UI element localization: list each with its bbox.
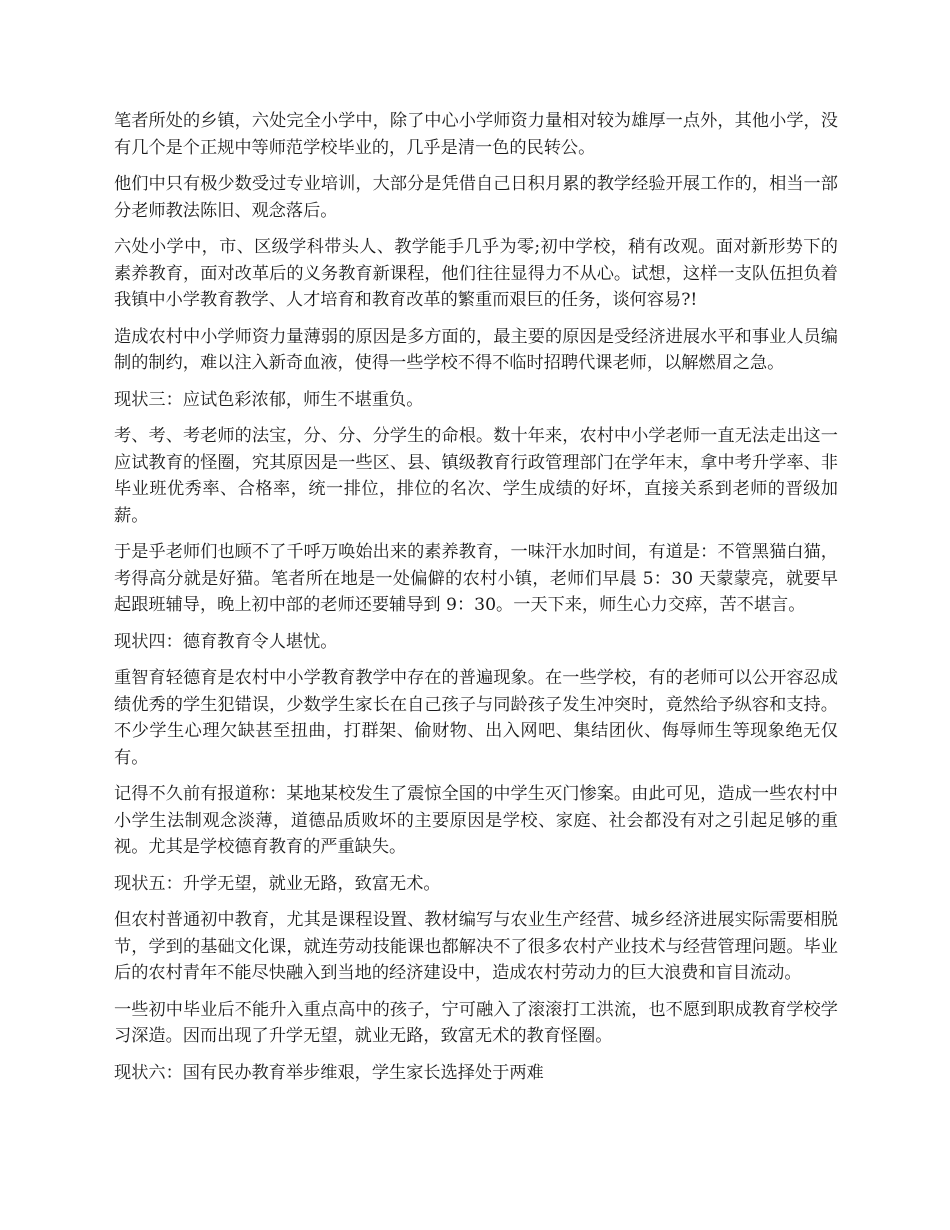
paragraph-training: 他们中只有极少数受过专业培训，大部分是凭借自己日积月累的教学经验开展工作的，相当一部分老师教法陈旧、观念落后。 (114, 174, 838, 221)
paragraph-long-hours: 于是乎老师们也顾不了千呼万唤始出来的素养教育，一味汗水加时间，有道是：不管黑猫白猫，考得高分就是好猫。笔者所在地是一处偏僻的农村小镇，老师们早晨 5：30 天蒙蒙亮，就要早起跟班辅导，晚上初中部的老师还要辅导到 9：30。一天下来，师生心力交瘁，苦不堪言。 (114, 542, 838, 615)
paragraph-news-report: 记得不久前有报道称：某地某校发生了震惊全国的中学生灭门惨案。由此可见，造成一些农村中小学生法制观念淡薄，道德品质败坏的主要原因是学校、家庭、社会都没有对之引起足够的重视。尤其是学校德育教育的严重缺失。 (114, 784, 838, 857)
paragraph-teacher-background: 笔者所处的乡镇，六处完全小学中，除了中心小学师资力量相对较为雄厚一点外，其他小学，没有几个是个正规中等师范学校毕业的，几乎是清一色的民转公。 (114, 111, 838, 158)
paragraph-moral-education: 重智育轻德育是农村中小学教育教学中存在的普遍现象。在一些学校，有的老师可以公开容忍成绩优秀的学生犯错误，少数学生家长在自己孩子与同龄孩子发生冲突时，竟然给予纵容和支持。不少学生心理欠缺甚至扭曲，打群架、偷财物、出入网吧、集结团伙、侮辱师生等现象绝无仅有。 (114, 668, 838, 768)
paragraph-subject-leaders: 六处小学中，市、区级学科带头人、教学能手几乎为零;初中学校，稍有改观。面对新形势下的素养教育，面对改革后的义务教育新课程，他们往往显得力不从心。试想，这样一支队伍担负着我镇中小学教育教学、人才培育和教育改革的繁重而艰巨的任务，谈何容易?! (114, 237, 838, 310)
section-heading-status-six: 现状六：国有民办教育举步维艰，学生家长选择处于两难 (114, 1062, 544, 1083)
document-body (114, 108, 838, 1096)
paragraph-curriculum-disconnect: 但农村普通初中教育，尤其是课程设置、教材编写与农业生产经营、城乡经济进展实际需要相脱节，学到的基础文化课，就连劳动技能课也都解决不了很多农村产业技术与经营管理问题。毕业后的农村青年不能尽快融入到当地的经济建设中，造成农村劳动力的巨大浪费和盲目流动。 (114, 910, 838, 983)
paragraph-exam-pressure: 考、考、考老师的法宝，分、分、分学生的命根。数十年来，农村中小学老师一直无法走出这一应试教育的怪圈，究其原因是一些区、县、镇级教育行政管理部门在学年末，拿中考升学率、非毕业班优秀率、合格率，统一排位，排位的名次、学生成绩的好坏，直接关系到老师的晋级加薪。 (114, 426, 838, 526)
section-heading-status-five: 现状五：升学无望，就业无路，致富无术。 (114, 873, 441, 894)
section-heading-status-four: 现状四：德育教育令人堪忧。 (114, 631, 338, 652)
paragraph-dropouts: 一些初中毕业后不能升入重点高中的孩子，宁可融入了滚滚打工洪流，也不愿到职成教育学校学习深造。因而出现了升学无望，就业无路，致富无术的教育怪圈。 (114, 999, 838, 1046)
section-heading-status-three: 现状三：应试色彩浓郁，师生不堪重负。 (114, 389, 424, 410)
paragraph-causes: 造成农村中小学师资力量薄弱的原因是多方面的，最主要的原因是受经济进展水平和事业人员编制的制约，难以注入新奇血液，使得一些学校不得不临时招聘代课老师，以解燃眉之急。 (114, 326, 838, 373)
